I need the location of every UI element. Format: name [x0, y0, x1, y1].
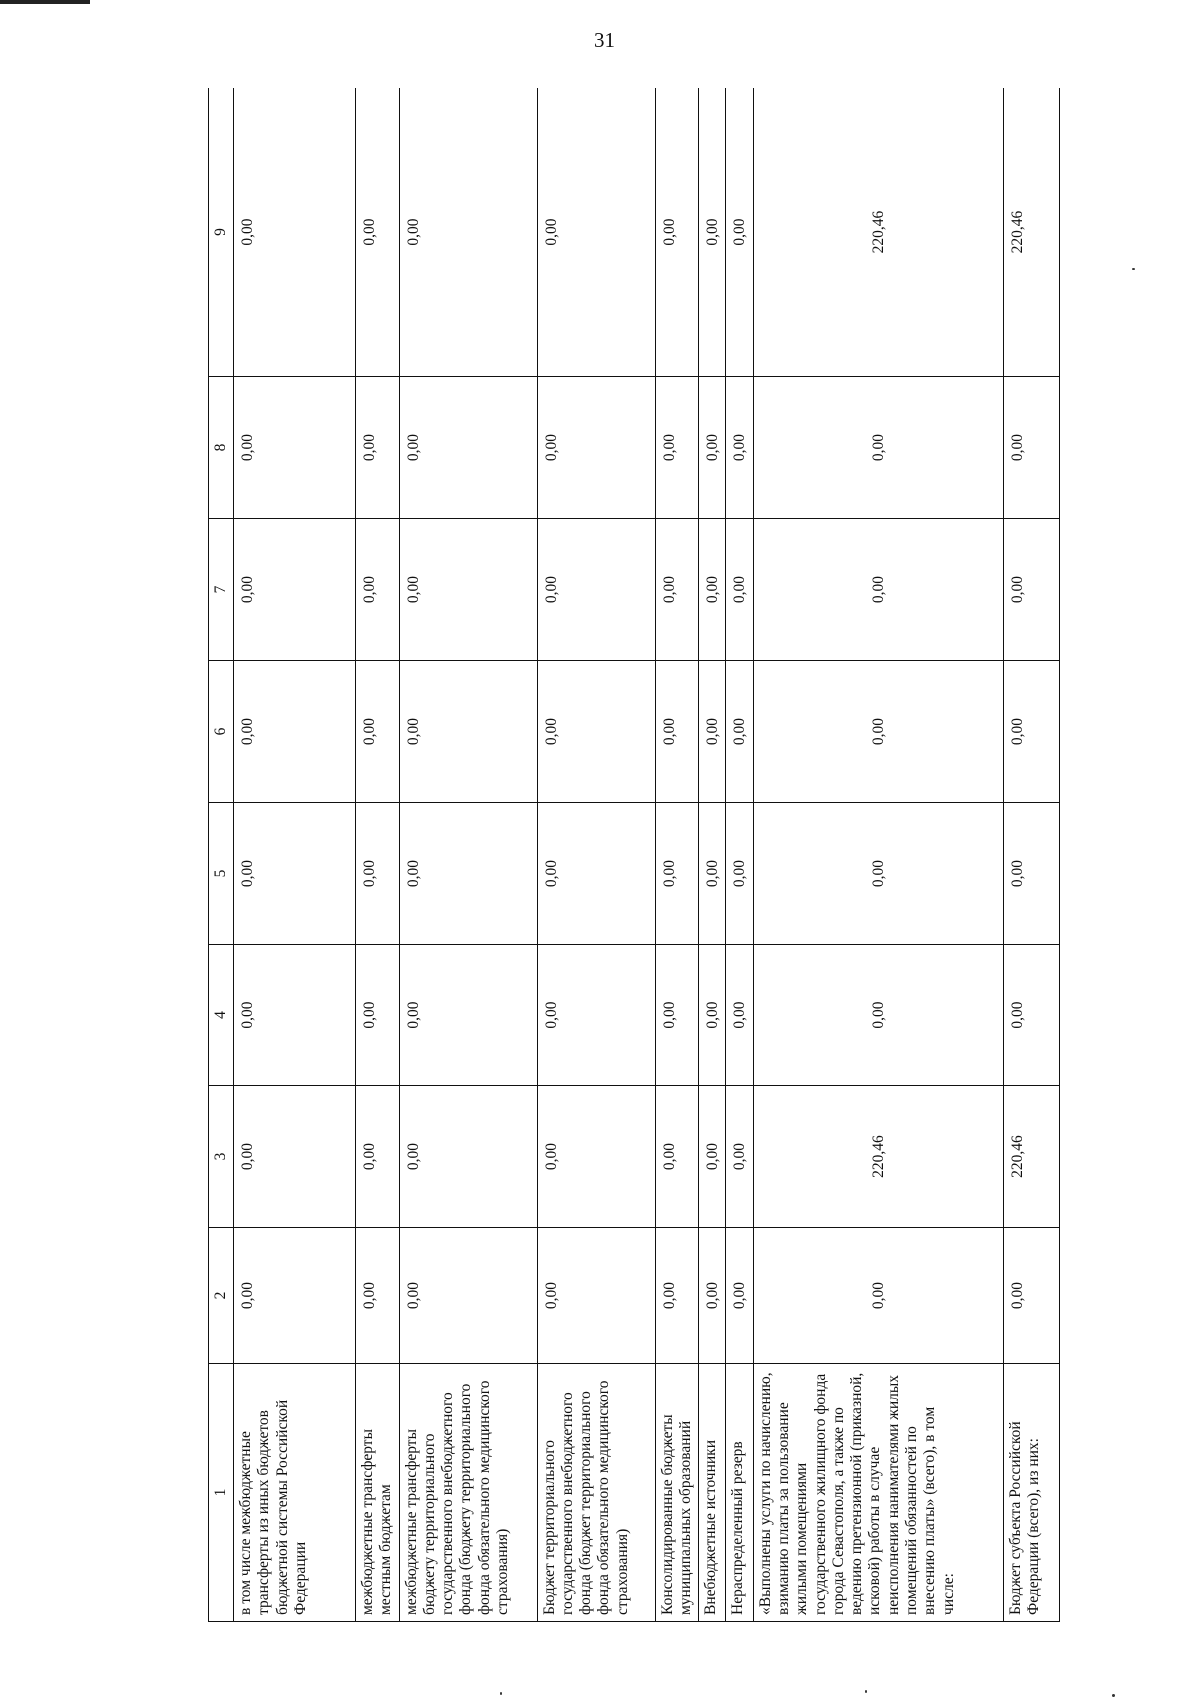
value-cell: 0,00 — [726, 803, 753, 945]
value-cell: 0,00 — [399, 1228, 537, 1364]
value-cell: 0,00 — [356, 803, 400, 945]
header-cell: 7 — [209, 519, 234, 661]
budget-table — [208, 88, 1060, 1622]
value-cell: 0,00 — [537, 945, 655, 1086]
value-cell: 0,00 — [753, 377, 1003, 519]
value-cell: 220,46 — [1003, 1086, 1059, 1228]
scan-speck — [1132, 268, 1135, 270]
value-cell: 0,00 — [537, 88, 655, 377]
value-cell: 0,00 — [234, 803, 356, 945]
value-cell: 0,00 — [699, 377, 726, 519]
header-cell: 5 — [209, 803, 234, 945]
value-cell: 0,00 — [753, 945, 1003, 1086]
table-row — [699, 88, 726, 1622]
value-cell: 0,00 — [1003, 945, 1059, 1086]
header-cell: 6 — [209, 661, 234, 803]
value-cell: 0,00 — [537, 1228, 655, 1364]
value-cell: 0,00 — [726, 945, 753, 1086]
value-cell: 0,00 — [655, 519, 699, 661]
value-cell: 0,00 — [1003, 661, 1059, 803]
value-cell: 0,00 — [1003, 377, 1059, 519]
value-cell: 0,00 — [726, 1228, 753, 1364]
value-cell: 220,46 — [753, 1086, 1003, 1228]
value-cell: 0,00 — [655, 803, 699, 945]
value-cell: 0,00 — [726, 88, 753, 377]
table-row — [356, 88, 400, 1622]
value-cell: 0,00 — [356, 88, 400, 377]
value-cell: 0,00 — [1003, 519, 1059, 661]
table-row — [399, 88, 537, 1622]
table-row — [537, 88, 655, 1622]
row-label: в том числе межбюджетные трансферты из иных бюджетов бюджетной системы Российской Федерации — [234, 1364, 356, 1622]
value-cell: 0,00 — [753, 803, 1003, 945]
value-cell: 0,00 — [699, 661, 726, 803]
value-cell: 0,00 — [753, 519, 1003, 661]
scan-edge-mark — [0, 0, 90, 4]
value-cell: 0,00 — [655, 377, 699, 519]
value-cell: 0,00 — [699, 88, 726, 377]
row-label: Бюджет территориального государственного внебюджетного фонда (бюджет территориального фонда обязательного медицинского страхования) — [537, 1364, 655, 1622]
scan-speck — [500, 1692, 502, 1695]
value-cell: 0,00 — [399, 377, 537, 519]
value-cell: 0,00 — [399, 945, 537, 1086]
table-row — [655, 88, 699, 1622]
value-cell: 0,00 — [537, 661, 655, 803]
row-label: Внебюджетные источники — [699, 1364, 726, 1622]
value-cell: 0,00 — [699, 803, 726, 945]
value-cell: 0,00 — [726, 519, 753, 661]
header-cell: 1 — [209, 1364, 234, 1622]
header-cell: 8 — [209, 377, 234, 519]
value-cell: 0,00 — [356, 1086, 400, 1228]
value-cell: 0,00 — [356, 1228, 400, 1364]
row-label: межбюджетные трансферты местным бюджетам — [356, 1364, 400, 1622]
value-cell: 0,00 — [753, 661, 1003, 803]
scan-speck — [1112, 1694, 1115, 1697]
value-cell: 0,00 — [655, 661, 699, 803]
value-cell: 0,00 — [699, 945, 726, 1086]
value-cell: 0,00 — [699, 519, 726, 661]
table-row — [753, 88, 1003, 1622]
value-cell: 0,00 — [655, 1086, 699, 1228]
value-cell: 0,00 — [726, 1086, 753, 1228]
value-cell: 0,00 — [655, 88, 699, 377]
value-cell: 0,00 — [537, 377, 655, 519]
row-label: межбюджетные трансферты бюджету территориального государственного внебюджетного фонда (бюджету территориального фонда обязательного медицинского страхования) — [399, 1364, 537, 1622]
value-cell: 0,00 — [726, 661, 753, 803]
row-label: Нераспределенный резерв — [726, 1364, 753, 1622]
value-cell: 0,00 — [399, 661, 537, 803]
table-row — [726, 88, 753, 1622]
value-cell: 0,00 — [753, 1228, 1003, 1364]
page-number: 31 — [594, 28, 615, 52]
row-label: Консолидированные бюджеты муниципальных образований — [655, 1364, 699, 1622]
header-cell: 9 — [209, 88, 234, 377]
header-cell: 4 — [209, 945, 234, 1086]
table-row — [234, 88, 356, 1622]
value-cell: 0,00 — [655, 945, 699, 1086]
rotated-table-frame — [208, 88, 1060, 1622]
value-cell: 0,00 — [356, 519, 400, 661]
value-cell: 0,00 — [1003, 1228, 1059, 1364]
value-cell: 0,00 — [356, 945, 400, 1086]
value-cell: 0,00 — [537, 1086, 655, 1228]
value-cell: 0,00 — [234, 1086, 356, 1228]
value-cell: 0,00 — [537, 803, 655, 945]
table-header-row — [209, 88, 234, 1622]
value-cell: 0,00 — [234, 661, 356, 803]
value-cell: 0,00 — [234, 377, 356, 519]
value-cell: 220,46 — [753, 88, 1003, 377]
value-cell: 0,00 — [234, 1228, 356, 1364]
value-cell: 0,00 — [399, 88, 537, 377]
scan-speck — [865, 1690, 867, 1693]
row-label: Бюджет субъекта Российской Федерации (всего), из них: — [1003, 1364, 1059, 1622]
row-label: «Выполнены услуги по начислению, взиманию платы за пользование жилыми помещениями государственного жилищного фонда города Севастополя, а также по ведению претензионной (приказной, исковой) работы в случае неисполнения нанимателями жилых помещений обязанностей по внесению платы» (всего), в том числе: — [753, 1364, 1003, 1622]
value-cell: 0,00 — [699, 1086, 726, 1228]
header-cell: 2 — [209, 1228, 234, 1364]
value-cell: 0,00 — [234, 88, 356, 377]
value-cell: 0,00 — [399, 803, 537, 945]
value-cell: 0,00 — [356, 377, 400, 519]
table-row — [1003, 88, 1059, 1622]
value-cell: 0,00 — [234, 519, 356, 661]
value-cell: 0,00 — [356, 661, 400, 803]
value-cell: 0,00 — [537, 519, 655, 661]
value-cell: 0,00 — [1003, 803, 1059, 945]
value-cell: 0,00 — [399, 1086, 537, 1228]
value-cell: 0,00 — [399, 519, 537, 661]
value-cell: 0,00 — [234, 945, 356, 1086]
value-cell: 220,46 — [1003, 88, 1059, 377]
value-cell: 0,00 — [655, 1228, 699, 1364]
value-cell: 0,00 — [699, 1228, 726, 1364]
header-cell: 3 — [209, 1086, 234, 1228]
value-cell: 0,00 — [726, 377, 753, 519]
